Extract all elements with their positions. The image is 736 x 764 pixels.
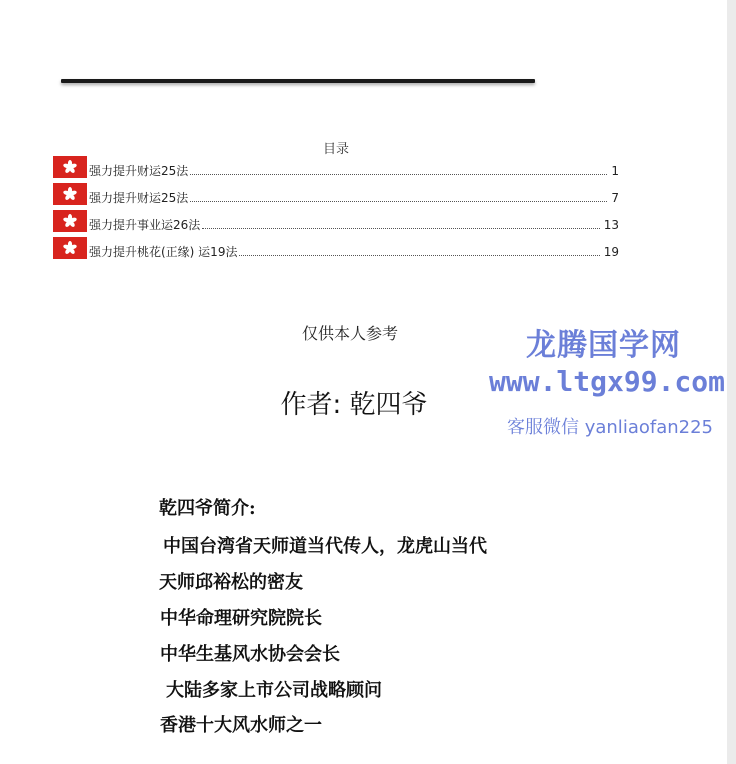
bio-line: 大陆多家上市公司战略顾问: [166, 680, 382, 701]
header-rule: [61, 79, 535, 83]
watermark-site-name: 龙腾国学网: [526, 328, 681, 363]
hong-kong-flag-icon: [53, 183, 87, 205]
toc-entry[interactable]: [53, 210, 619, 232]
bio-line: 中华命理研究院院长: [160, 608, 322, 629]
watermark-url: www.ltgx99.com: [489, 365, 726, 398]
toc-leader-dots: [190, 174, 607, 175]
toc-entry-label: 强力提升事业运26法: [89, 218, 201, 232]
hong-kong-flag-icon: [53, 237, 87, 259]
toc-leader-dots: [202, 228, 599, 229]
toc-entry-label: 强力提升桃花(正缘) 运19法: [89, 245, 238, 259]
watermark-contact: 客服微信 yanliaofan225: [507, 417, 713, 438]
toc-entry-label: 强力提升财运25法: [89, 164, 189, 178]
toc-entry-label: 强力提升财运25法: [89, 191, 189, 205]
bio-heading: 乾四爷简介:: [159, 498, 256, 519]
toc-leader-dots: [190, 201, 607, 202]
author-line: 作者: 乾四爷: [280, 390, 428, 420]
toc-entry-page: 13: [603, 218, 619, 232]
personal-reference-note: 仅供本人参考: [301, 324, 398, 343]
bio-line: 中国台湾省天师道当代传人，龙虎山当代: [163, 536, 487, 557]
toc-entry[interactable]: [53, 156, 619, 178]
bio-line: 中华生基风水协会会长: [160, 644, 340, 665]
hong-kong-flag-icon: [53, 210, 87, 232]
toc-entry-page: 7: [611, 191, 619, 205]
toc-entry[interactable]: [53, 237, 619, 259]
toc-entry-page: 19: [603, 245, 619, 259]
toc-entry-page: 1: [611, 164, 619, 178]
toc-leader-dots: [239, 255, 599, 256]
bio-line: 天师邱裕松的密友: [159, 572, 303, 593]
toc-title: 目录: [322, 142, 349, 157]
page-edge-strip: [727, 0, 736, 764]
bio-line: 香港十大风水师之一: [160, 715, 322, 736]
toc-entry[interactable]: [53, 183, 619, 205]
hong-kong-flag-icon: [53, 156, 87, 178]
